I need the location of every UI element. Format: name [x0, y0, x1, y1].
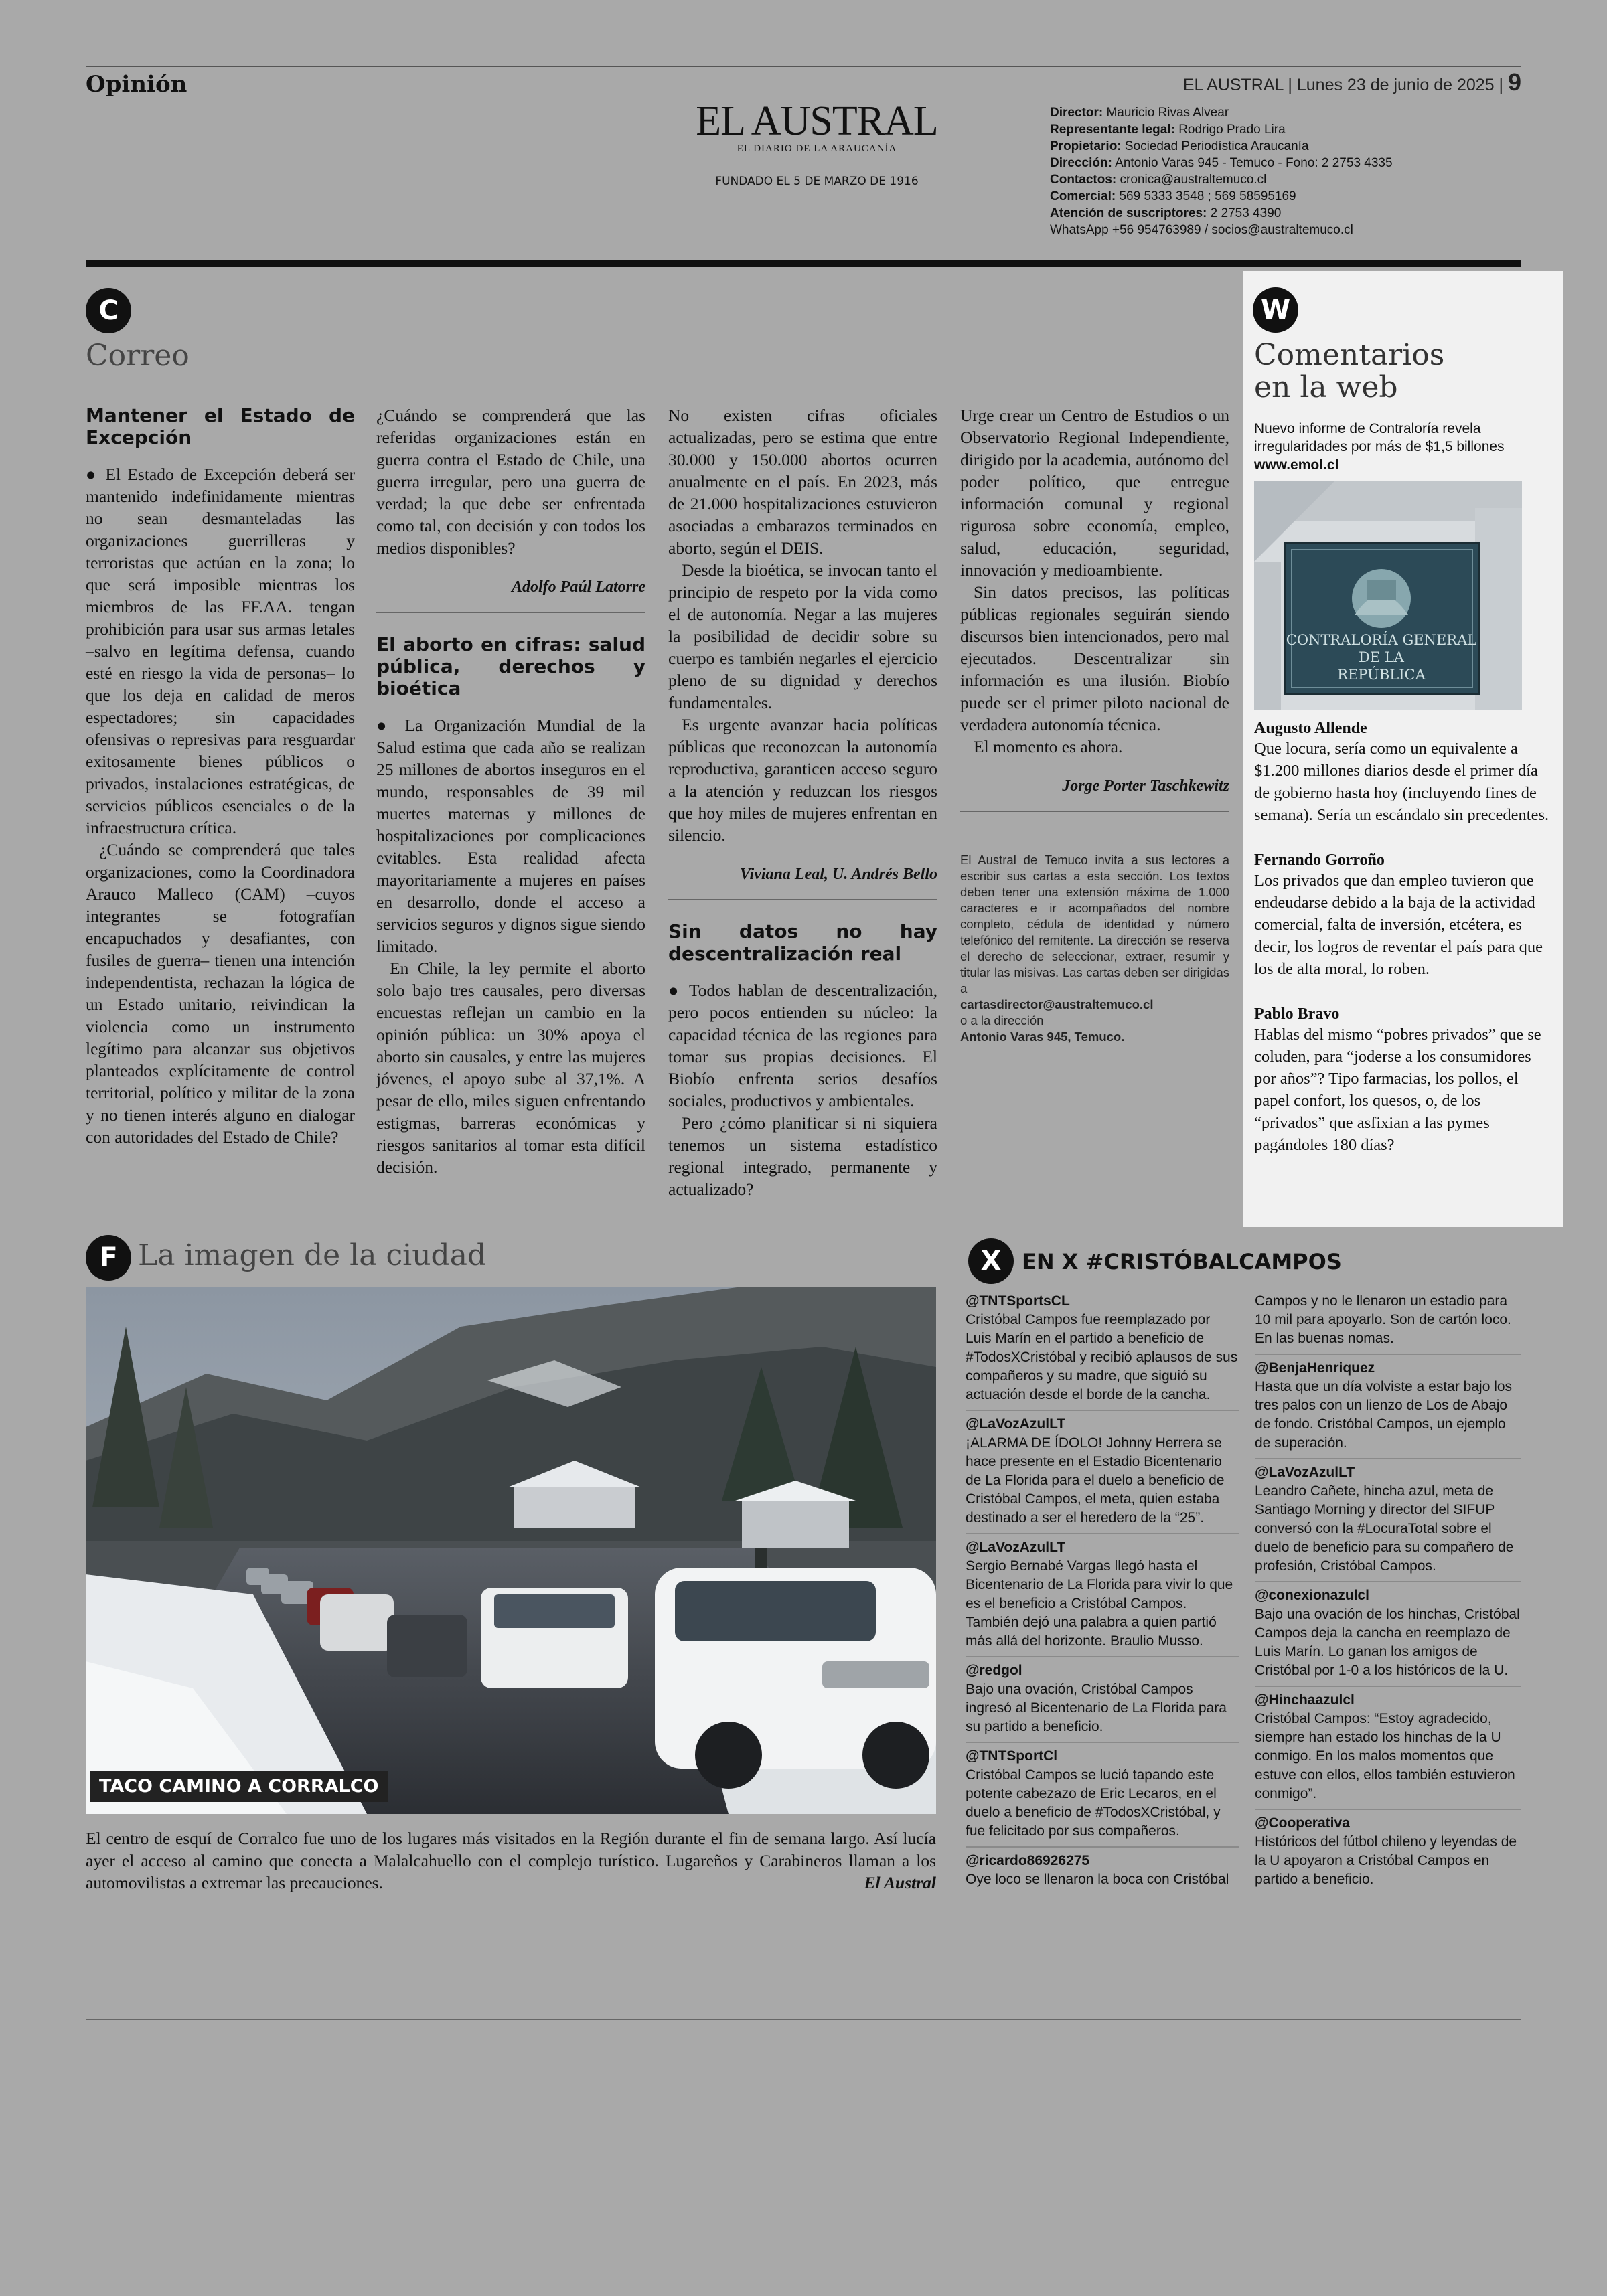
tweet-text: Cristóbal Campos se lució tapando este potente cabezazo de Eric Lecaros, en el duelo a beneficio de #TodosXCristóbal, y fue felicitado por sus compañeros.: [966, 1767, 1221, 1839]
tweet-text: Sergio Bernabé Vargas llegó hasta el Bicentenario de La Florida para vivir lo que es el beneficio a Cristóbal Campos. También dejó una palabra a quien partió más allá del horizonte. Braulio Musso.: [966, 1558, 1233, 1649]
letter-3-paragraph: Urge crear un Centro de Estudios o un Observatorio Regional Independiente, dirigido por la academia, autónomo del poder político, que entregue información comunal y regional rigurosa sobre economía, empleo, salud, educación, seguridad, innovación y medioambiente.: [960, 406, 1229, 580]
letter-2-paragraph: Es urgente avanzar hacia políticas públicas que reconozcan la autonomía reproductiva, garanticen acceso seguro a la atención y reduzcan los riesgos que hoy miles de mujeres enfrentan en silencio.: [668, 715, 937, 845]
letter-2-paragraph: Desde la bioética, se invocan tanto el principio de respeto por la vida como el de autonomía. Negar a las mujeres la posibilidad de decidir sobre su cuerpo es también negarles el ejercicio pleno de su dignidad y derechos fundamentales.: [668, 560, 937, 712]
top-rule: [86, 66, 1521, 67]
web-comment: [1254, 851, 1553, 980]
staff-row: Atención de suscriptores: 2 2753 4390: [1050, 206, 1282, 220]
paper-name: EL AUSTRAL: [1182, 76, 1284, 94]
column-rule: [376, 612, 645, 613]
contraloria-photo: [1254, 481, 1522, 710]
tweets-column-1: [966, 1288, 1239, 1894]
web-story: [1254, 420, 1553, 474]
staff-row: Propietario: Sociedad Periodística Araucanía: [1050, 139, 1309, 153]
letter-1-signature: Adolfo Paúl Latorre: [511, 578, 645, 596]
bottom-rule: [86, 2019, 1521, 2020]
tweet-handle[interactable]: @LaVozAzulLT: [966, 1540, 1066, 1555]
tweet-handle[interactable]: @TNTSportsCL: [966, 1293, 1070, 1309]
tweet-text: Oye loco se llenaron la boca con Cristóbal: [966, 1872, 1229, 1887]
section-marker-x: X: [968, 1238, 1014, 1284]
tweets-column-2: [1255, 1288, 1521, 1894]
tweet: [966, 1534, 1239, 1657]
page-number: 9: [1507, 68, 1521, 96]
tweet: [1255, 1582, 1521, 1687]
tweet-text: Leandro Cañete, hincha azul, meta de Santiago Morning y director del SIFUP conversó con la #LocuraTotal sobre el duelo de beneficio para su compañero de profesión, Cristóbal Campos.: [1255, 1483, 1514, 1574]
staff-row: Comercial: 569 5333 3548 ; 569 58595169: [1050, 189, 1296, 203]
photo-caption-tag: TACO CAMINO A CORRALCO: [90, 1771, 388, 1802]
tweet-text: Cristóbal Campos: “Estoy agradecido, siempre han estado los hinchas de la U conmigo. En los malos momentos que estuve con ellos, ellos también estuvieron conmigo”.: [1255, 1711, 1515, 1801]
masthead: [676, 100, 958, 188]
letters-column-1: [86, 404, 355, 1148]
letter-2-paragraph: ● La Organización Mundial de la Salud estima que cada año se realizan 25 millones de abortos inseguros en el mundo, responsables de 39 mil muertes maternas y millones de hospitalizaciones por complicaciones evitables. Esta realidad afecta mayoritariamente a mujeres en países en desarrollo, donde el acceso a servicios seguros y dignos sigue siendo limitado.: [376, 716, 645, 956]
staff-box: [1050, 104, 1393, 238]
letter-1-paragraph: ● El Estado de Excepción deberá ser mantenido indefinidamente mientras no sean desmanteladas las organizaciones guerrilleras y terroristas que actúan en la zona; lo que será imposible mientras los miembros de las FF.AA. tengan prohibición para usar sus armas letales –salvo en legítima defensa, cuando esté en riesgo la vida de personas– lo que los deja en calidad de meros espectadores; sin capacidades ofensivas o represivas para resguardar exitosamente bienes públicos o privados, instalaciones estratégicas, de servicios públicos esenciales o de la infraestructura crítica.: [86, 465, 355, 837]
tweet-continuation: Campos y no le llenaron un estadio para 10 mil para apoyarlo. Son de cartón loco. En las buenas nomas.: [1255, 1288, 1521, 1355]
correo-title: Correo: [86, 339, 189, 373]
tweet-handle[interactable]: @Hinchaazulcl: [1255, 1692, 1355, 1708]
comment-text: Que locura, sería como un equivalente a $1.200 millones diarios desde el primer día de gobierno hasta hoy (incluyendo fines de semana). Sería un escándalo sin precedentes.: [1254, 740, 1549, 824]
letter-3-headline: Sin datos no hay descentralización real: [668, 920, 937, 965]
tweet: [966, 1848, 1239, 1894]
letter-3-signature: Jorge Porter Taschkewitz: [1062, 777, 1229, 795]
letter-2-headline: El aborto en cifras: salud pública, derechos y bioética: [376, 633, 645, 700]
issue-date: Lunes 23 de junio de 2025: [1296, 76, 1495, 94]
letter-2-paragraph: En Chile, la ley permite el aborto solo bajo tres causales, pero diversas encuestas reflejan un cambio en la opinión pública: un 30% apoya el aborto sin causales, y entre las mujeres jóvenes, el apoyo sube al 37,1%. A pesar de ello, miles siguen enfrentando estigmas, barreras económicas y riesgos sanitarios al tomar esta difícil decisión.: [376, 959, 645, 1177]
x-section-title: EN X #CRISTÓBALCAMPOS: [1022, 1249, 1342, 1275]
tweet-handle[interactable]: @conexionazulcl: [1255, 1588, 1370, 1603]
letter-1-paragraph: ¿Cuándo se comprenderá que tales organizaciones, como la Coordinadora Arauco Malleco (CAM) –cuyos integrantes se fotografían encapuchados y desafiantes, con fusiles de guerra– tienen una intención independentista, rechazan la lógica de un Estado unitario, reivindican la violencia como un instrumento legítimo para alcanzar sus objetivos planteados explícitamente de control territorial, político y militar de la zona y no tienen interés alguno en dialogar con autoridades del Estado de Chile?: [86, 840, 355, 1147]
letter-3-paragraph: ● Todos hablan de descentralización, pero pocos entienden su núcleo: la capacidad técnica de las regiones para tomar sus propias decisiones. El Biobío enfrenta serios desafíos sociales, productivos y ambientales.: [668, 981, 937, 1111]
tweet-text: Bajo una ovación, Cristóbal Campos ingresó al Bicentenario de La Florida para su partido a beneficio.: [966, 1682, 1227, 1734]
svg-text:REPÚBLICA: REPÚBLICA: [1337, 667, 1426, 683]
masthead-subtitle: EL DIARIO DE LA ARAUCANÍA: [737, 143, 897, 154]
column-rule: [668, 899, 937, 900]
tweet-handle[interactable]: @TNTSportCl: [966, 1748, 1058, 1764]
publication-info: EL AUSTRAL | Lunes 23 de junio de 2025 | 9: [1182, 68, 1521, 96]
tweet: [1255, 1459, 1521, 1582]
tweet-handle[interactable]: @BenjaHenriquez: [1255, 1360, 1375, 1376]
letters-column-4: [960, 404, 1229, 1045]
founded-line: FUNDADO EL 5 DE MARZO DE 1916: [715, 175, 919, 188]
tweet-handle[interactable]: @Cooperativa: [1255, 1815, 1350, 1831]
staff-row: Dirección: Antonio Varas 945 - Temuco - Fono: 2 2753 4335: [1050, 156, 1393, 170]
tweet: [1255, 1687, 1521, 1810]
tweet-text: ¡ALARMA DE ÍDOLO! Johnny Herrera se hace presente en el Estadio Bicentenario de La Florida para el duelo a beneficio de Cristóbal Campos, el meta, quien estaba destinado a ser el heredero de la “25”.: [966, 1435, 1225, 1526]
staff-row: Contactos: cronica@australtemuco.cl: [1050, 173, 1267, 187]
tweet-text: Cristóbal Campos fue reemplazado por Luis Marín en el partido a beneficio de #TodosXCristóbal y recibió aplausos de sus compañeros y su madre, que siguió su actuación desde el borde de la cancha.: [966, 1312, 1238, 1402]
section-marker-c: C: [86, 288, 131, 333]
header-divider: [86, 260, 1521, 267]
tweet-handle[interactable]: @ricardo86926275: [966, 1853, 1090, 1868]
staff-row: Director: Mauricio Rivas Alvear: [1050, 106, 1229, 120]
section-title: Opinión: [86, 71, 187, 98]
masthead-name: EL AUSTRAL: [696, 98, 938, 144]
staff-row: WhatsApp +56 954763989 / socios@australtemuco.cl: [1050, 223, 1353, 237]
web-comments-panel: [1243, 271, 1563, 1227]
story-headline: Nuevo informe de Contraloría revela irregularidades por más de $1,5 billones: [1254, 421, 1505, 455]
tweet-text: Bajo una ovación de los hinchas, Cristóbal Campos deja la cancha en reemplazo de Luis Marín. Lo ganan los amigos de Cristóbal por 1-0 a los históricos de la U.: [1255, 1607, 1520, 1678]
letter-2-paragraph: No existen cifras oficiales actualizadas, pero se estima que entre 30.000 y 150.000 abortos ocurren anualmente en el país. En 2023, más de 21.000 hospitalizaciones estuvieron asociadas a embarazos terminados en aborto, según el DEIS.: [668, 406, 937, 558]
tweet-text: Históricos del fútbol chileno y leyendas de la U apoyaron a Cristóbal Campos en partido a beneficio.: [1255, 1834, 1517, 1887]
tweet: [966, 1743, 1239, 1848]
story-source[interactable]: www.emol.cl: [1254, 457, 1339, 473]
web-title: Comentarios en la web: [1254, 338, 1445, 404]
tweet: [1255, 1355, 1521, 1459]
submission-email[interactable]: cartasdirector@australtemuco.cl: [960, 997, 1154, 1011]
tweet: [1255, 1810, 1521, 1894]
letters-column-2: [376, 404, 645, 1178]
comment-text: Hablas del mismo “pobres privados” que se coluden, para “joderse a los consumidores por años”? Tipo farmacias, los pollos, el papel confort, los quesos, o, de los “privados” que asfixian a las pymes pagándoles 180 días?: [1254, 1026, 1541, 1154]
svg-text:CONTRALORÍA GENERAL: CONTRALORÍA GENERAL: [1286, 632, 1477, 648]
letter-1-headline: Mantener el Estado de Excepción: [86, 404, 355, 448]
web-comment: [1254, 720, 1553, 826]
comment-author: Pablo Bravo: [1254, 1005, 1340, 1023]
tweet-handle[interactable]: @LaVozAzulLT: [1255, 1465, 1355, 1480]
letter-3-paragraph: El momento es ahora.: [974, 737, 1123, 756]
submission-note: El Austral de Temuco invita a sus lectores a escribir sus cartas a esta sección. Los textos deben tener una extensión máxima de 1.000 caracteres e ir acompañados del nombre completo, cédula de identidad y número telefónico del remitente. La dirección se reserva el derecho de seleccionar, extraer, resumir y titular las misivas. Las cartas deben ser dirigidas a cartasdirector@australtemuco.cl o a la dirección Antonio Varas 945, Temuco.: [960, 853, 1229, 1044]
staff-row: Representante legal: Rodrigo Prado Lira: [1050, 122, 1286, 137]
letter-3-paragraph: Sin datos precisos, las políticas públicas regionales seguirán siendo discursos bien intencionados, pero mal ejecutados. Descentralizar sin información es una ilusión. Biobío puede ser el primer piloto nacional de verdadera autonomía técnica.: [960, 582, 1229, 734]
comment-author: Augusto Allende: [1254, 720, 1367, 737]
comment-text: Los privados que dan empleo tuvieron que endeudarse debido a la baja de la actividad comercial, falta de inversión, etcétera, es decir, los logros de reventar el país para que los de alta moral, lo roben.: [1254, 872, 1543, 978]
tweet: [966, 1288, 1239, 1411]
image-section-title: La imagen de la ciudad: [138, 1238, 487, 1273]
tweet-handle[interactable]: @redgol: [966, 1663, 1022, 1678]
web-comment: [1254, 1005, 1553, 1156]
column-rule: [960, 811, 1229, 812]
tweet: [966, 1657, 1239, 1743]
tweet-text: Hasta que un día volviste a estar bajo los tres palos con un lienzo de Los de Abajo de fondo. Cristóbal Campos, un ejemplo de superación.: [1255, 1379, 1513, 1451]
section-marker-f: F: [86, 1235, 131, 1281]
letter-2-signature: Viviana Leal, U. Andrés Bello: [739, 866, 937, 883]
photo-caption: El centro de esquí de Corralco fue uno de los lugares más visitados en la Región durante el fin de semana largo. Así lucía ayer el acceso al camino que conecta a Malalcahuello con el complejo turístico. Lugareños y Carabineros llaman a los automovilistas a extremar las precauciones. El Austral: [86, 1829, 936, 1892]
letter-3-paragraph: Pero ¿cómo planificar si ni siquiera tenemos un sistema estadístico regional integrado, permanente y actualizado?: [668, 1113, 937, 1199]
city-photo: [86, 1287, 936, 1814]
tweet: [966, 1411, 1239, 1534]
svg-text:DE LA: DE LA: [1359, 649, 1404, 665]
letters-column-3: [668, 404, 937, 1200]
letter-1-paragraph: ¿Cuándo se comprenderá que las referidas organizaciones están en guerra contra el Estado de Chile, una guerra irregular, pero una guerra de verdad; la que debe ser enfrentada como tal, con decisión y con todos los medios disponibles?: [376, 406, 645, 558]
section-marker-w: W: [1253, 287, 1298, 333]
tweet-handle[interactable]: @LaVozAzulLT: [966, 1416, 1066, 1432]
photo-credit: El Austral: [864, 1873, 936, 1892]
web-comments-list: [1254, 720, 1553, 1156]
submission-address: Antonio Varas 945, Temuco.: [960, 1030, 1125, 1044]
comment-author: Fernando Gorroño: [1254, 851, 1385, 869]
